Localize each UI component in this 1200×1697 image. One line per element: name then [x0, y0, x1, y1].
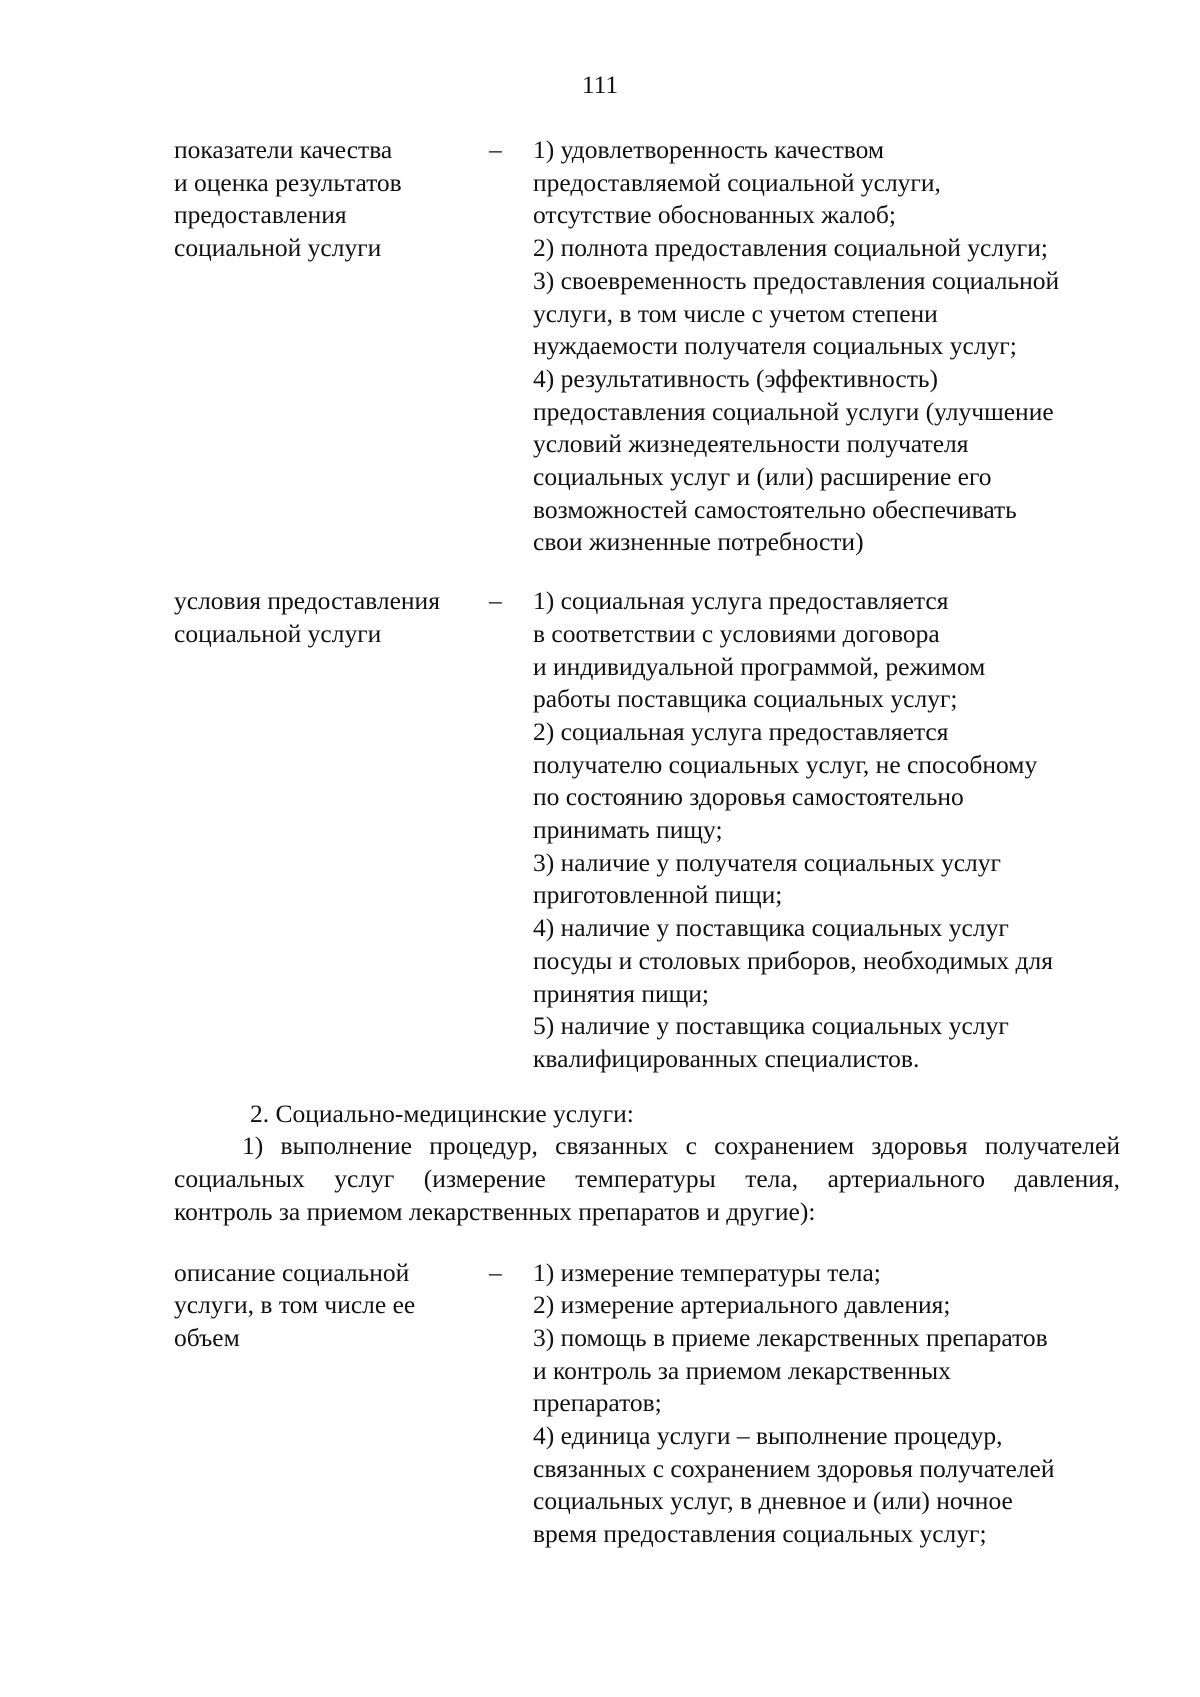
- value-line: нуждаемости получателя социальных услуг;: [533, 331, 1017, 361]
- value-line: 1) измерение температуры тела;: [533, 1257, 881, 1287]
- value-line: 3) своевременность предоставления социальной: [533, 265, 1060, 295]
- label-line: условия предоставления: [174, 586, 440, 616]
- row-value: [533, 585, 1120, 1076]
- value-line: 1) социальная услуга предоставляется: [533, 586, 949, 616]
- section-social-medical: [174, 1098, 1120, 1229]
- value-line: 4) наличие у поставщика социальных услуг: [533, 913, 1009, 943]
- value-line: услуги, в том числе с учетом степени: [533, 298, 938, 328]
- value-line: 1) удовлетворенность качеством: [533, 135, 885, 164]
- value-line: по состоянию здоровья самостоятельно: [533, 782, 964, 812]
- value-line: предоставления социальной услуги (улучшение: [533, 396, 1054, 426]
- row-service-conditions: [174, 585, 1120, 1076]
- value-line: препаратов;: [533, 1388, 662, 1418]
- value-line: посуды и столовых приборов, необходимых для: [533, 945, 1053, 975]
- value-line: 4) результативность (эффективность): [533, 363, 938, 393]
- value-line: принятия пищи;: [533, 978, 709, 1008]
- value-line: в соответствии с условиями договора: [533, 618, 940, 648]
- value-line: и индивидуальной программой, режимом: [533, 651, 986, 681]
- value-line: приготовленной пищи;: [533, 880, 783, 910]
- paragraph-line: социальных услуг (измерение температуры тела, артериального давления,: [174, 1164, 1120, 1194]
- row-quality-indicators: [174, 134, 1120, 559]
- paragraph-line: 1) выполнение процедур, связанных с сохранением здоровья получателей: [242, 1131, 1120, 1161]
- label-line: показатели качества: [174, 135, 393, 164]
- spacer: [174, 1229, 1120, 1257]
- value-line: время предоставления социальных услуг;: [533, 1519, 987, 1549]
- value-line: возможностей самостоятельно обеспечивать: [533, 494, 1017, 524]
- label-line: объем: [174, 1322, 240, 1352]
- section-heading: 2. Социально-медицинские услуги:: [250, 1098, 634, 1128]
- value-line: 2) социальная услуга предоставляется: [533, 716, 949, 746]
- value-line: связанных с сохранением здоровья получателей: [533, 1453, 1055, 1483]
- row-label: [174, 134, 477, 559]
- value-line: 5) наличие у поставщика социальных услуг: [533, 1011, 1009, 1041]
- label-line: социальной услуги: [174, 233, 382, 263]
- row-service-description: [174, 1257, 1120, 1551]
- value-line: предоставляемой социальной услуги,: [533, 167, 941, 197]
- value-line: условий жизнедеятельности получателя: [533, 429, 969, 459]
- value-line: социальных услуг и (или) расширение его: [533, 462, 992, 492]
- paragraph-line: контроль за приемом лекарственных препаратов и другие):: [174, 1196, 816, 1226]
- value-line: социальных услуг, в дневное и (или) ночное: [533, 1486, 1013, 1516]
- row-value: [533, 134, 1120, 559]
- label-line: услуги, в том числе ее: [174, 1290, 416, 1320]
- row-dash: –: [489, 135, 502, 164]
- label-line: предоставления: [174, 200, 347, 230]
- value-line: и контроль за приемом лекарственных: [533, 1355, 951, 1385]
- value-line: 2) измерение артериального давления;: [533, 1290, 951, 1320]
- spacer: [174, 1076, 1120, 1098]
- label-line: описание социальной: [174, 1257, 410, 1287]
- label-line: социальной услуги: [174, 618, 382, 648]
- page-number: 111: [581, 70, 619, 99]
- value-line: квалифицированных специалистов.: [533, 1043, 920, 1073]
- row-dash: –: [489, 1257, 502, 1287]
- row-value: [533, 1257, 1120, 1551]
- document-body: [174, 134, 1120, 1551]
- row-label: [174, 585, 477, 1076]
- value-line: отсутствие обоснованных жалоб;: [533, 200, 896, 230]
- value-line: 3) помощь в приеме лекарственных препаратов: [533, 1322, 1048, 1352]
- value-line: 3) наличие у получателя социальных услуг: [533, 847, 1001, 877]
- value-line: получателю социальных услуг, не способному: [533, 749, 1038, 779]
- spacer: [174, 559, 1120, 585]
- value-line: 4) единица услуги – выполнение процедур,: [533, 1421, 1003, 1451]
- value-line: работы поставщика социальных услуг;: [533, 684, 958, 714]
- row-label: [174, 1257, 477, 1551]
- row-dash: –: [489, 586, 502, 616]
- value-line: свои жизненные потребности): [533, 527, 864, 557]
- value-line: принимать пищу;: [533, 815, 723, 845]
- value-line: 2) полнота предоставления социальной услуги;: [533, 233, 1048, 263]
- label-line: и оценка результатов: [174, 167, 402, 197]
